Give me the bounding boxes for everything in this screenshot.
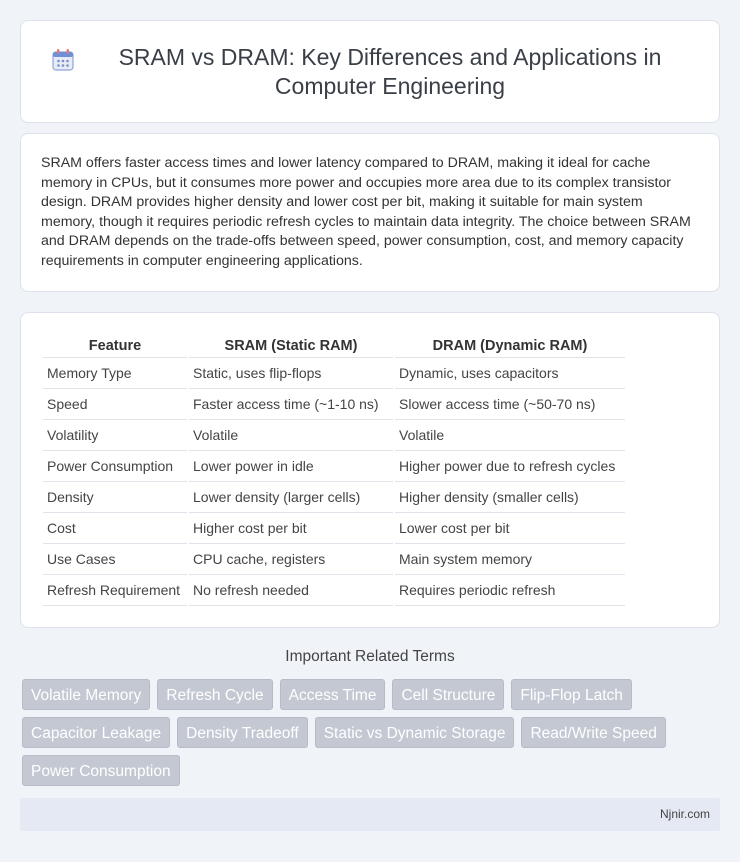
- dram-cell: Higher power due to refresh cycles: [395, 451, 625, 482]
- related-terms-tags: [22, 679, 722, 786]
- sram-cell: No refresh needed: [189, 575, 393, 606]
- feature-cell: Volatility: [43, 420, 187, 451]
- tag-refresh-cycle[interactable]: Refresh Cycle: [157, 679, 272, 710]
- tag-capacitor-leakage[interactable]: Capacitor Leakage: [22, 717, 170, 748]
- sram-cell: Higher cost per bit: [189, 513, 393, 544]
- dram-cell: Higher density (smaller cells): [395, 482, 625, 513]
- feature-cell: Speed: [43, 389, 187, 420]
- dram-cell: Dynamic, uses capacitors: [395, 358, 625, 389]
- sram-cell: CPU cache, registers: [189, 544, 393, 575]
- related-terms-heading: Important Related Terms: [285, 648, 455, 665]
- table-header-row: [43, 335, 625, 358]
- comparison-table: [41, 335, 627, 606]
- calendar-icon: [50, 47, 76, 73]
- header-dram: DRAM (Dynamic RAM): [395, 335, 625, 358]
- table-row: [43, 389, 625, 420]
- dram-cell: Volatile: [395, 420, 625, 451]
- summary-text: SRAM offers faster access times and lower latency compared to DRAM, making it ideal for cache memory in CPUs, but it consumes more power and occupies more area due to its complex transistor design. DRAM provides higher density and lower cost per bit, making it suitable for main system memory, though it requires periodic refresh cycles to maintain data integrity. The choice between SRAM and DRAM depends on the trade-offs between speed, power consumption, cost, and memory capacity requirements in computer engineering applications.: [41, 155, 691, 269]
- table-row: [43, 513, 625, 544]
- sram-cell: Static, uses flip-flops: [189, 358, 393, 389]
- dram-cell: Requires periodic refresh: [395, 575, 625, 606]
- feature-cell: Refresh Requirement: [43, 575, 187, 606]
- sram-cell: Faster access time (~1-10 ns): [189, 389, 393, 420]
- table-row: [43, 358, 625, 389]
- tag-density-tradeoff[interactable]: Density Tradeoff: [177, 717, 308, 748]
- footer-site[interactable]: Njnir.com: [659, 807, 710, 821]
- feature-cell: Power Consumption: [43, 451, 187, 482]
- sram-cell: Lower power in idle: [189, 451, 393, 482]
- feature-cell: Use Cases: [43, 544, 187, 575]
- tag-power-consumption[interactable]: Power Consumption: [22, 755, 180, 786]
- tag-volatile-memory[interactable]: Volatile Memory: [22, 679, 150, 710]
- tag-flip-flop-latch[interactable]: Flip-Flop Latch: [511, 679, 632, 710]
- feature-cell: Density: [43, 482, 187, 513]
- table-row: [43, 420, 625, 451]
- tag-cell-structure[interactable]: Cell Structure: [392, 679, 504, 710]
- summary-card: [20, 133, 720, 292]
- tag-read-write-speed[interactable]: Read/Write Speed: [521, 717, 665, 748]
- footer: [20, 798, 720, 831]
- sram-cell: Volatile: [189, 420, 393, 451]
- page-title: SRAM vs DRAM: Key Differences and Applications in Computer Engineering: [118, 43, 662, 99]
- tag-access-time[interactable]: Access Time: [280, 679, 386, 710]
- sram-cell: Lower density (larger cells): [189, 482, 393, 513]
- feature-cell: Memory Type: [43, 358, 187, 389]
- table-row: [43, 544, 625, 575]
- header-sram: SRAM (Static RAM): [189, 335, 393, 358]
- dram-cell: Slower access time (~50-70 ns): [395, 389, 625, 420]
- comparison-table-card: [20, 312, 720, 628]
- feature-cell: Cost: [43, 513, 187, 544]
- table-row: [43, 451, 625, 482]
- dram-cell: Main system memory: [395, 544, 625, 575]
- dram-cell: Lower cost per bit: [395, 513, 625, 544]
- table-row: [43, 482, 625, 513]
- table-row: [43, 575, 625, 606]
- title-card: [20, 20, 720, 123]
- header-feature: Feature: [43, 335, 187, 358]
- tag-static-vs-dynamic-storage[interactable]: Static vs Dynamic Storage: [315, 717, 515, 748]
